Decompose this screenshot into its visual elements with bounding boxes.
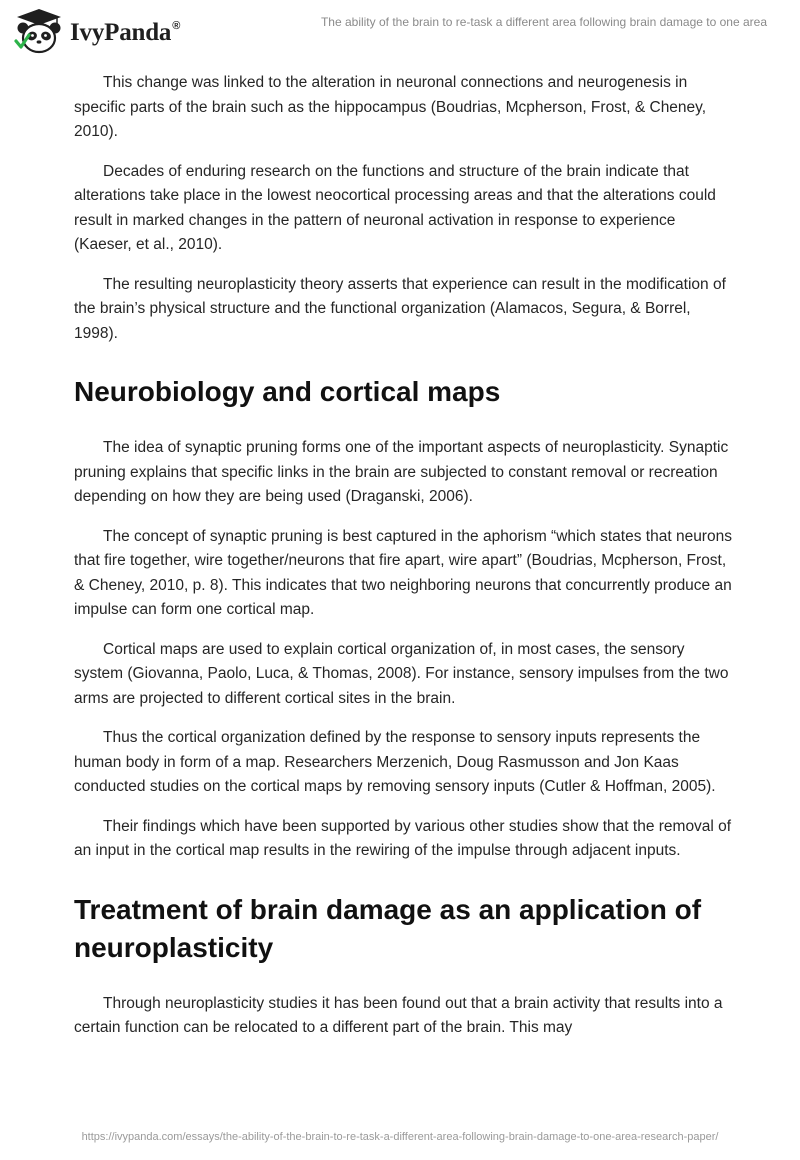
site-logo[interactable] xyxy=(14,8,180,54)
footer-source-url[interactable]: https://ivypanda.com/essays/the-ability-of-the-brain-to-re-task-a-different-area-following-brain-damage-to-one-area-research-paper/ xyxy=(81,1131,719,1143)
paragraph-3: The resulting neuroplasticity theory asserts that experience can result in the modification of the brain’s physical structure and the functional organization (Alamacos, Segura, & Borrel, 1998). xyxy=(74,275,726,342)
paragraph-5: The concept of synaptic pruning is best captured in the aphorism “which states that neurons that fire together, wire together/neurons that fire apart, wire apart” (Boudrias, Mcpherson, Frost, & Cheney, 2010, p. 8). This indicates that two neighboring neurons that concurrently produce an impulse can form one cortical map. xyxy=(74,527,732,618)
paragraph-9: Through neuroplasticity studies it has been found out that a brain activity that results into a certain function can be relocated to a different part of the brain. This may xyxy=(74,994,723,1036)
section-heading-treatment: Treatment of brain damage as an application of neuroplasticity xyxy=(74,893,702,963)
paragraph-2: Decades of enduring research on the functions and structure of the brain indicate that alterations take place in the lowest neocortical processing areas and that the alterations could result in marked changes in the pattern of neuronal activation in response to experience (Kaeser, et al., 2010). xyxy=(74,162,716,253)
paragraph-1: This change was linked to the alteration in neuronal connections and neurogenesis in specific parts of the brain such as the hippocampus (Boudrias, Mcpherson, Frost, & Cheney, 2010). xyxy=(74,74,707,140)
paragraph-8: Their findings which have been supported by various other studies show that the removal of an input in the cortical map results in the rewiring of the impulse through adjacent inputs. xyxy=(74,817,732,859)
paragraph-4: The idea of synaptic pruning forms one of the important aspects of neuroplasticity. Synaptic pruning explains that specific links in the brain are subjected to constant removal or recreation depending on how they are being used (Draganski, 2006). xyxy=(74,439,729,505)
brand-text: IvyPanda xyxy=(70,19,172,46)
paragraph-6: Cortical maps are used to explain cortical organization of, in most cases, the sensory system (Giovanna, Paolo, Luca, & Thomas, 2008). For instance, sensory impulses from the two arms are projected to different cortical sites in the brain. xyxy=(74,640,729,707)
paragraph-7: Thus the cortical organization defined by the response to sensory inputs represents the human body in form of a map. Researchers Merzenich, Doug Rasmusson and Jon Kaas conducted studies on the cortical maps by removing sensory inputs (Cutler & Hoffman, 2005). xyxy=(74,729,716,795)
registered-mark: ® xyxy=(172,20,181,32)
article-body xyxy=(74,71,734,1056)
section-heading-neurobiology: Neurobiology and cortical maps xyxy=(74,376,501,407)
panda-graduate-icon xyxy=(14,8,64,54)
document-title: The ability of the brain to re-task a different area following brain damage to one area xyxy=(320,15,767,29)
page-header xyxy=(0,0,800,62)
brand-name xyxy=(70,19,180,47)
